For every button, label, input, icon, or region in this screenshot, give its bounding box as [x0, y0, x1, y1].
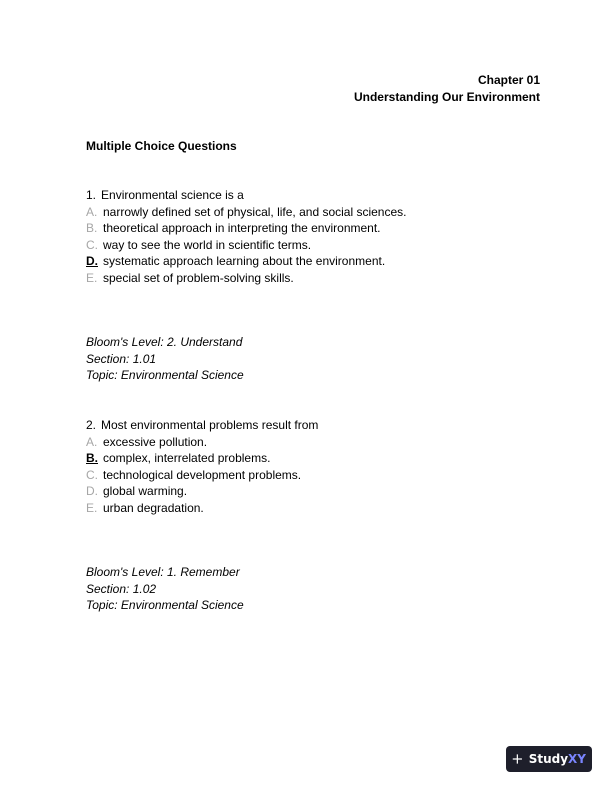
section-ref: Section: 1.01 — [86, 351, 157, 366]
question-1-metadata — [86, 334, 244, 384]
option-letter: A. — [86, 204, 98, 219]
question-2-metadata — [86, 564, 244, 614]
option-text: narrowly defined set of physical, life, and social sciences. — [103, 204, 407, 219]
option-letter: C. — [86, 467, 98, 482]
brand-main: Study — [528, 752, 569, 766]
topic: Topic: Environmental Science — [86, 598, 244, 613]
studyxy-badge[interactable] — [506, 746, 592, 772]
option-text: urban degradation. — [103, 500, 204, 515]
option-text: theoretical approach in interpreting the environment. — [103, 221, 381, 236]
option-letter-correct: B. — [86, 451, 98, 466]
answer-option-e — [86, 270, 546, 287]
option-letter: A. — [86, 434, 98, 449]
question-text: Environmental science is a — [101, 188, 244, 202]
question-number: 1. — [86, 188, 97, 202]
answer-option-b — [86, 220, 546, 237]
blooms-level: Bloom's Level: 1. Remember — [86, 565, 240, 579]
answer-option-e — [86, 500, 546, 517]
option-text: technological development problems. — [103, 467, 302, 482]
option-letter: C. — [86, 237, 98, 252]
option-text: systematic approach learning about the environment. — [103, 254, 386, 269]
question-stem — [86, 417, 546, 434]
brand-logo-text — [529, 752, 586, 766]
chapter-header — [354, 72, 540, 106]
chapter-number: Chapter 01 — [477, 73, 540, 87]
option-letter: E. — [86, 500, 98, 515]
question-1 — [86, 187, 546, 287]
option-text: way to see the world in scientific terms. — [103, 237, 312, 252]
question-number: 2. — [86, 418, 97, 432]
answer-option-d — [86, 483, 546, 500]
answer-option-d-correct — [86, 253, 546, 270]
answer-option-b-correct — [86, 450, 546, 467]
option-text: special set of problem-solving skills. — [103, 270, 294, 285]
option-letter: D. — [86, 484, 98, 499]
option-text: excessive pollution. — [103, 434, 208, 449]
answer-option-a — [86, 204, 546, 221]
option-text: complex, interrelated problems. — [103, 451, 271, 466]
brand-accent: XY — [568, 752, 586, 766]
question-stem — [86, 187, 546, 204]
blooms-level: Bloom's Level: 2. Understand — [86, 335, 243, 349]
option-text: global warming. — [103, 484, 188, 499]
topic: Topic: Environmental Science — [86, 368, 244, 383]
answer-option-a — [86, 434, 546, 451]
plus-icon — [512, 752, 523, 766]
section-ref: Section: 1.02 — [86, 581, 157, 596]
answer-option-c — [86, 237, 546, 254]
chapter-title: Understanding Our Environment — [353, 90, 540, 104]
option-letter: B. — [86, 221, 98, 236]
section-title: Multiple Choice Questions — [86, 139, 237, 153]
answer-option-c — [86, 467, 546, 484]
question-text: Most environmental problems result from — [101, 418, 319, 432]
question-2 — [86, 417, 546, 517]
option-letter: E. — [86, 270, 98, 285]
option-letter-correct: D. — [86, 254, 98, 269]
